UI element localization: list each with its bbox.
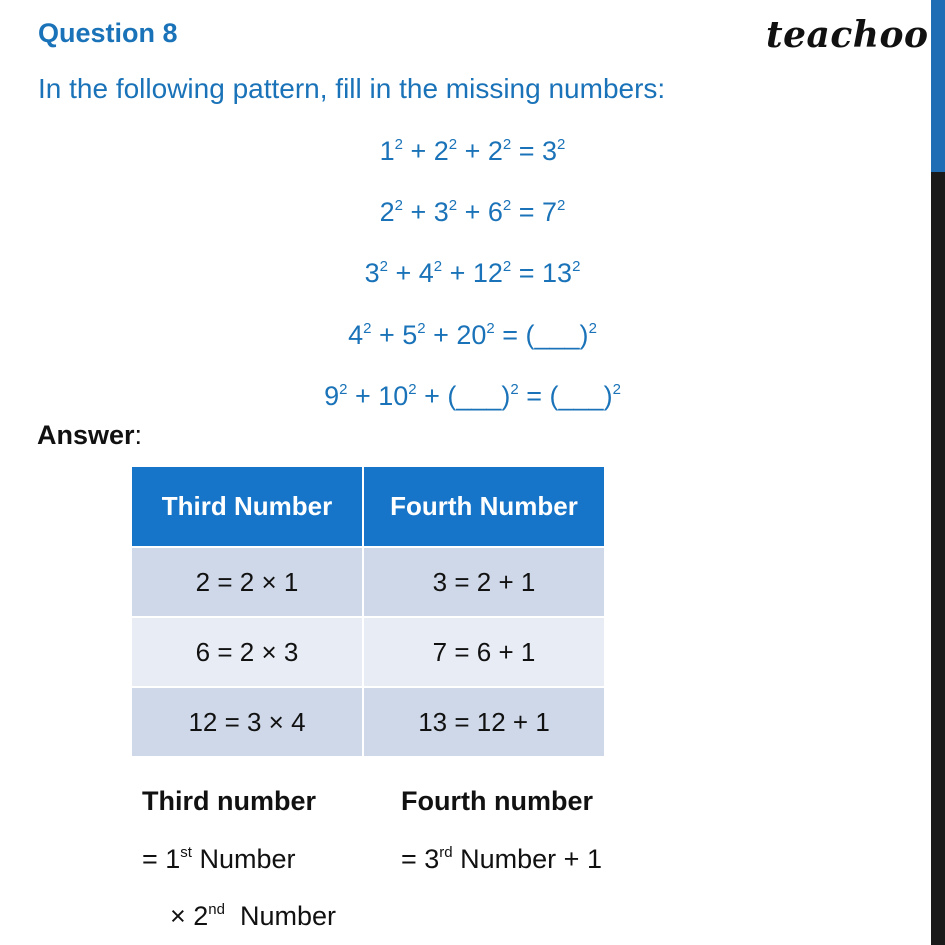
equation-3: $3^2 + 4^2 + 12^2 = 13^2$ [364, 258, 581, 288]
table-cell: 13 = 12 + 1 [363, 687, 604, 757]
equation-1: $1^2 + 2^2 + 2^2 = 3^2$ [379, 136, 566, 166]
third-number-line1: = 1st Number [142, 844, 296, 874]
table-row [132, 687, 604, 757]
table-row [132, 617, 604, 687]
question-title: Question 8 [38, 18, 178, 48]
fourth-number-title: Fourth number [401, 786, 593, 816]
equation-5: $9^2 + 10^2$ + (___)$^2$ = (___)$^2$ [324, 381, 621, 411]
question-prompt: In the following pattern, fill in the missing numbers: [38, 73, 666, 104]
table-cell: 3 = 2 + 1 [363, 547, 604, 617]
answer-heading: Answer: [37, 420, 143, 450]
table-header-row [132, 467, 604, 547]
table-cell: 7 = 6 + 1 [363, 617, 604, 687]
fourth-number-line1: = 3rd Number + 1 [401, 844, 602, 874]
table-cell: 2 = 2 × 1 [132, 547, 363, 617]
table-row [132, 547, 604, 617]
header-fourth-number: Fourth Number [363, 467, 604, 547]
third-number-line2: × 2nd Number [170, 901, 337, 931]
third-number-title: Third number [142, 786, 316, 816]
equation-4: $4^2 + 5^2 + 20^2$ = (___)$^2$ [348, 320, 597, 350]
equation-2: $2^2 + 3^2 + 6^2 = 7^2$ [379, 197, 566, 227]
table-cell: 6 = 2 × 3 [132, 617, 363, 687]
table-cell: 12 = 3 × 4 [132, 687, 363, 757]
pattern-table [132, 467, 604, 758]
header-third-number: Third Number [132, 467, 363, 547]
teachoo-logo: teachoo [766, 14, 929, 56]
